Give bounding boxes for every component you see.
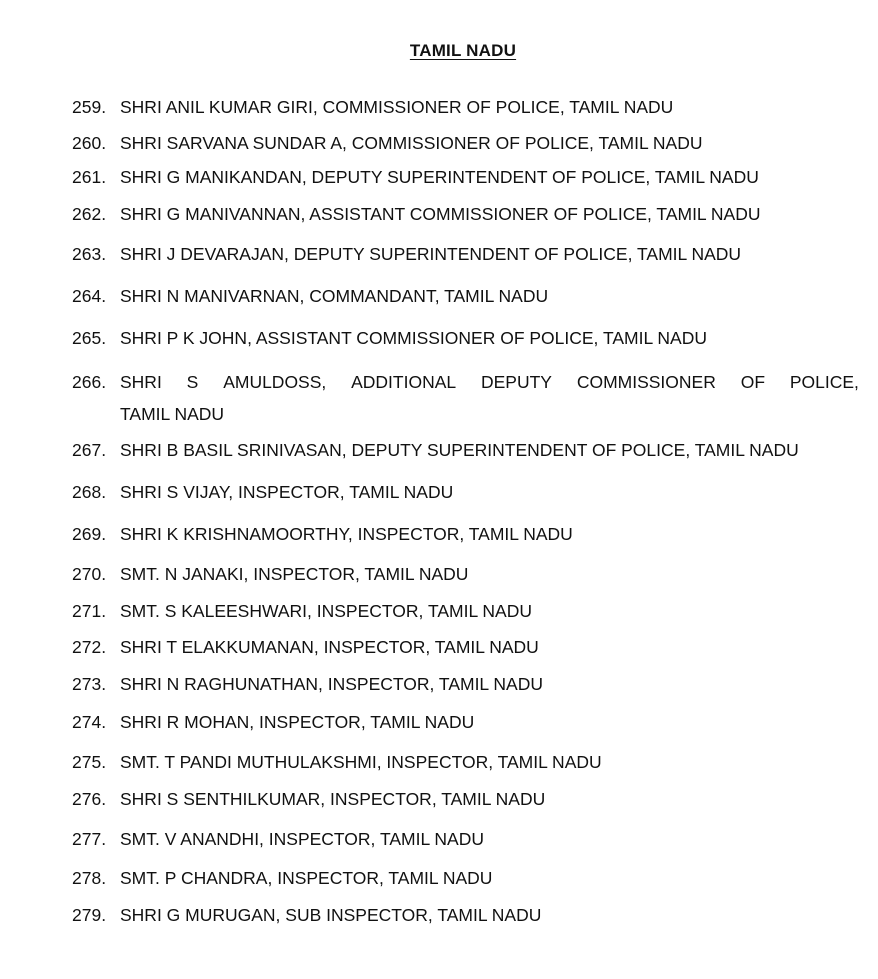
item-word: OF [740,372,766,392]
item-text: SHRI S VIJAY, INSPECTOR, TAMIL NADU [120,482,454,502]
item-text: SHRI ANIL KUMAR GIRI, COMMISSIONER OF POLICE, TAMIL NADU [120,97,674,117]
item-number: 266. [72,372,107,392]
item-number: 269. [72,524,107,544]
item-word: COMMISSIONER [576,372,716,392]
item-text: SMT. P CHANDRA, INSPECTOR, TAMIL NADU [120,868,493,888]
item-text: SHRI G MANIVANNAN, ASSISTANT COMMISSIONER OF POLICE, TAMIL NADU [120,204,761,224]
item-number: 264. [72,286,107,306]
item-text: SHRI J DEVARAJAN, DEPUTY SUPERINTENDENT OF POLICE, TAMIL NADU [120,244,742,264]
item-text [120,371,859,393]
item-number: 278. [72,868,107,888]
item-number: 267. [72,440,107,460]
item-word: AMULDOSS, [223,372,327,392]
item-text: SMT. V ANANDHI, INSPECTOR, TAMIL NADU [120,829,484,849]
item-text: SHRI S SENTHILKUMAR, INSPECTOR, TAMIL NADU [120,789,546,809]
item-text: SHRI P K JOHN, ASSISTANT COMMISSIONER OF POLICE, TAMIL NADU [120,328,708,348]
item-text: SHRI B BASIL SRINIVASAN, DEPUTY SUPERINTENDENT OF POLICE, TAMIL NADU [120,440,799,460]
page-title: TAMIL NADU [409,41,517,60]
item-word: SHRI [120,372,162,392]
item-number: 270. [72,564,107,584]
item-text: SHRI SARVANA SUNDAR A, COMMISSIONER OF POLICE, TAMIL NADU [120,133,703,153]
item-text: SHRI N MANIVARNAN, COMMANDANT, TAMIL NADU [120,286,549,306]
item-number: 268. [72,482,107,502]
item-text: SMT. T PANDI MUTHULAKSHMI, INSPECTOR, TAMIL NADU [120,752,602,772]
item-word: ADDITIONAL [351,372,457,392]
item-text: SHRI K KRISHNAMOORTHY, INSPECTOR, TAMIL NADU [120,524,573,544]
item-number: 265. [72,328,107,348]
item-text: SMT. N JANAKI, INSPECTOR, TAMIL NADU [120,564,469,584]
item-word: S [186,372,199,392]
item-text: SHRI G MANIKANDAN, DEPUTY SUPERINTENDENT OF POLICE, TAMIL NADU [120,167,759,187]
item-number: 271. [72,601,107,621]
item-number: 272. [72,637,107,657]
item-number: 276. [72,789,107,809]
item-text: SHRI R MOHAN, INSPECTOR, TAMIL NADU [120,712,475,732]
item-text: SHRI N RAGHUNATHAN, INSPECTOR, TAMIL NADU [120,674,543,694]
item-number: 259. [72,97,107,117]
item-text-continuation: TAMIL NADU [120,404,225,424]
item-number: 273. [72,674,107,694]
item-number: 261. [72,167,107,187]
item-text: SMT. S KALEESHWARI, INSPECTOR, TAMIL NADU [120,601,532,621]
item-number: 262. [72,204,107,224]
item-number: 277. [72,829,107,849]
item-text: SHRI T ELAKKUMANAN, INSPECTOR, TAMIL NADU [120,637,539,657]
item-number: 279. [72,905,107,925]
item-text: SHRI G MURUGAN, SUB INSPECTOR, TAMIL NADU [120,905,542,925]
item-number: 275. [72,752,107,772]
item-word: DEPUTY [480,372,552,392]
item-number: 263. [72,244,107,264]
item-number: 274. [72,712,107,732]
item-number: 260. [72,133,107,153]
item-word: POLICE, [789,372,859,392]
list-item [0,371,878,427]
